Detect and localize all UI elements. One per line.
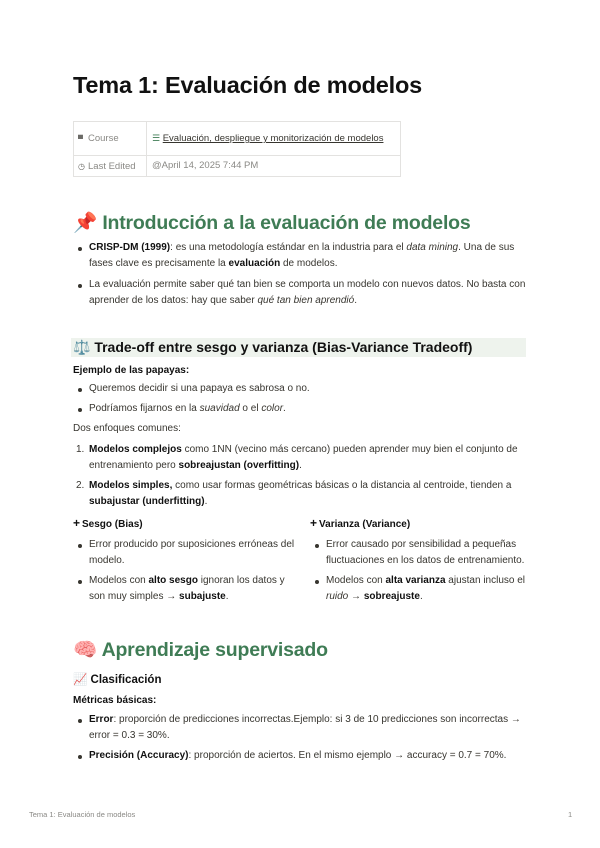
chart-icon: 📈	[73, 672, 88, 686]
list-icon: ☰	[152, 133, 161, 143]
property-key: Last Edited	[88, 160, 136, 172]
pushpin-icon: 📌	[73, 211, 98, 234]
page-title: Tema 1: Evaluación de modelos	[73, 72, 422, 98]
list-item: Podríamos fijarnos en la suavidad o el color.	[73, 401, 535, 417]
list-item: Error causado por sensibilidad a pequeñas fluctuaciones en los datos de entrenamiento.	[310, 537, 532, 569]
variance-heading: + Varianza (Variance)	[310, 516, 411, 530]
property-last-edited	[74, 156, 401, 177]
list-item: CRISP-DM (1999): es una metodología estándar en la industria para el data mining. Una de sus fases clave es precisamente la evaluación de modelos.	[73, 240, 535, 272]
list-item: Error: proporción de predicciones incorrectas.Ejemplo: si 3 de 10 predicciones son incorrectas → error = 0.3 = 30%.	[73, 712, 535, 744]
plus-icon: +	[73, 516, 81, 530]
property-key: Course	[88, 133, 119, 144]
list-item: Queremos decidir si una papaya es sabrosa o no.	[73, 381, 535, 397]
heading-classification: 📈 Clasificación	[73, 672, 162, 686]
list-item: Error producido por suposiciones erróneas del modelo.	[73, 537, 295, 569]
metrics-label: Métricas básicas:	[73, 695, 157, 706]
scales-icon: ⚖️	[73, 340, 91, 356]
plus-icon: +	[310, 516, 318, 530]
variance-list	[310, 537, 532, 605]
list-item: Modelos con alto sesgo ignoran los datos y son muy simples → subajuste.	[73, 573, 295, 605]
approaches-label: Dos enfoques comunes:	[73, 423, 181, 434]
example-label: Ejemplo de las papayas:	[73, 365, 190, 376]
book-icon: ▀	[78, 136, 83, 143]
heading-supervised: 🧠 Aprendizaje supervisado	[73, 638, 328, 661]
metrics-list	[73, 712, 535, 764]
page-number: 1	[568, 810, 573, 819]
bias-list	[73, 537, 295, 605]
list-item: 2. Modelos simples, como usar formas geométricas básicas o la distancia al centroide, tienden a subajustar (underfitting).	[76, 480, 512, 507]
course-link[interactable]: Evaluación, despliegue y monitorización de modelos	[162, 133, 384, 144]
list-item: 1. Modelos complejos como 1NN (vecino más cercano) pueden aprender muy bien el conjunto de entrenamiento pero sobreajustan (overfitting).	[76, 444, 518, 471]
heading-intro: 📌 Introducción a la evaluación de modelos	[73, 211, 471, 234]
footer-title: Tema 1: Evaluación de modelos	[29, 810, 136, 819]
last-edited-value: @April 14, 2025 7:44 PM	[147, 156, 401, 177]
approaches-list	[73, 442, 535, 510]
clock-icon: ◷	[78, 161, 85, 171]
brain-icon: 🧠	[73, 638, 98, 661]
intro-list	[73, 240, 535, 309]
heading-tradeoff: ⚖️ Trade-off entre sesgo y varianza (Bias-Variance Tradeoff)	[71, 338, 526, 357]
properties-table	[73, 121, 401, 177]
papaya-list	[73, 381, 535, 417]
list-item: La evaluación permite saber qué tan bien se comporta un modelo con nuevos datos. No basta con aprender de los datos: hay que saber qué tan bien aprendió.	[73, 277, 535, 309]
property-course	[74, 122, 401, 156]
list-item: Modelos con alta varianza ajustan incluso el ruido → sobreajuste.	[310, 573, 532, 605]
list-item: Precisión (Accuracy): proporción de aciertos. En el mismo ejemplo → accuracy = 0.7 = 70%.	[73, 748, 535, 764]
bias-heading: + Sesgo (Bias)	[73, 516, 143, 530]
